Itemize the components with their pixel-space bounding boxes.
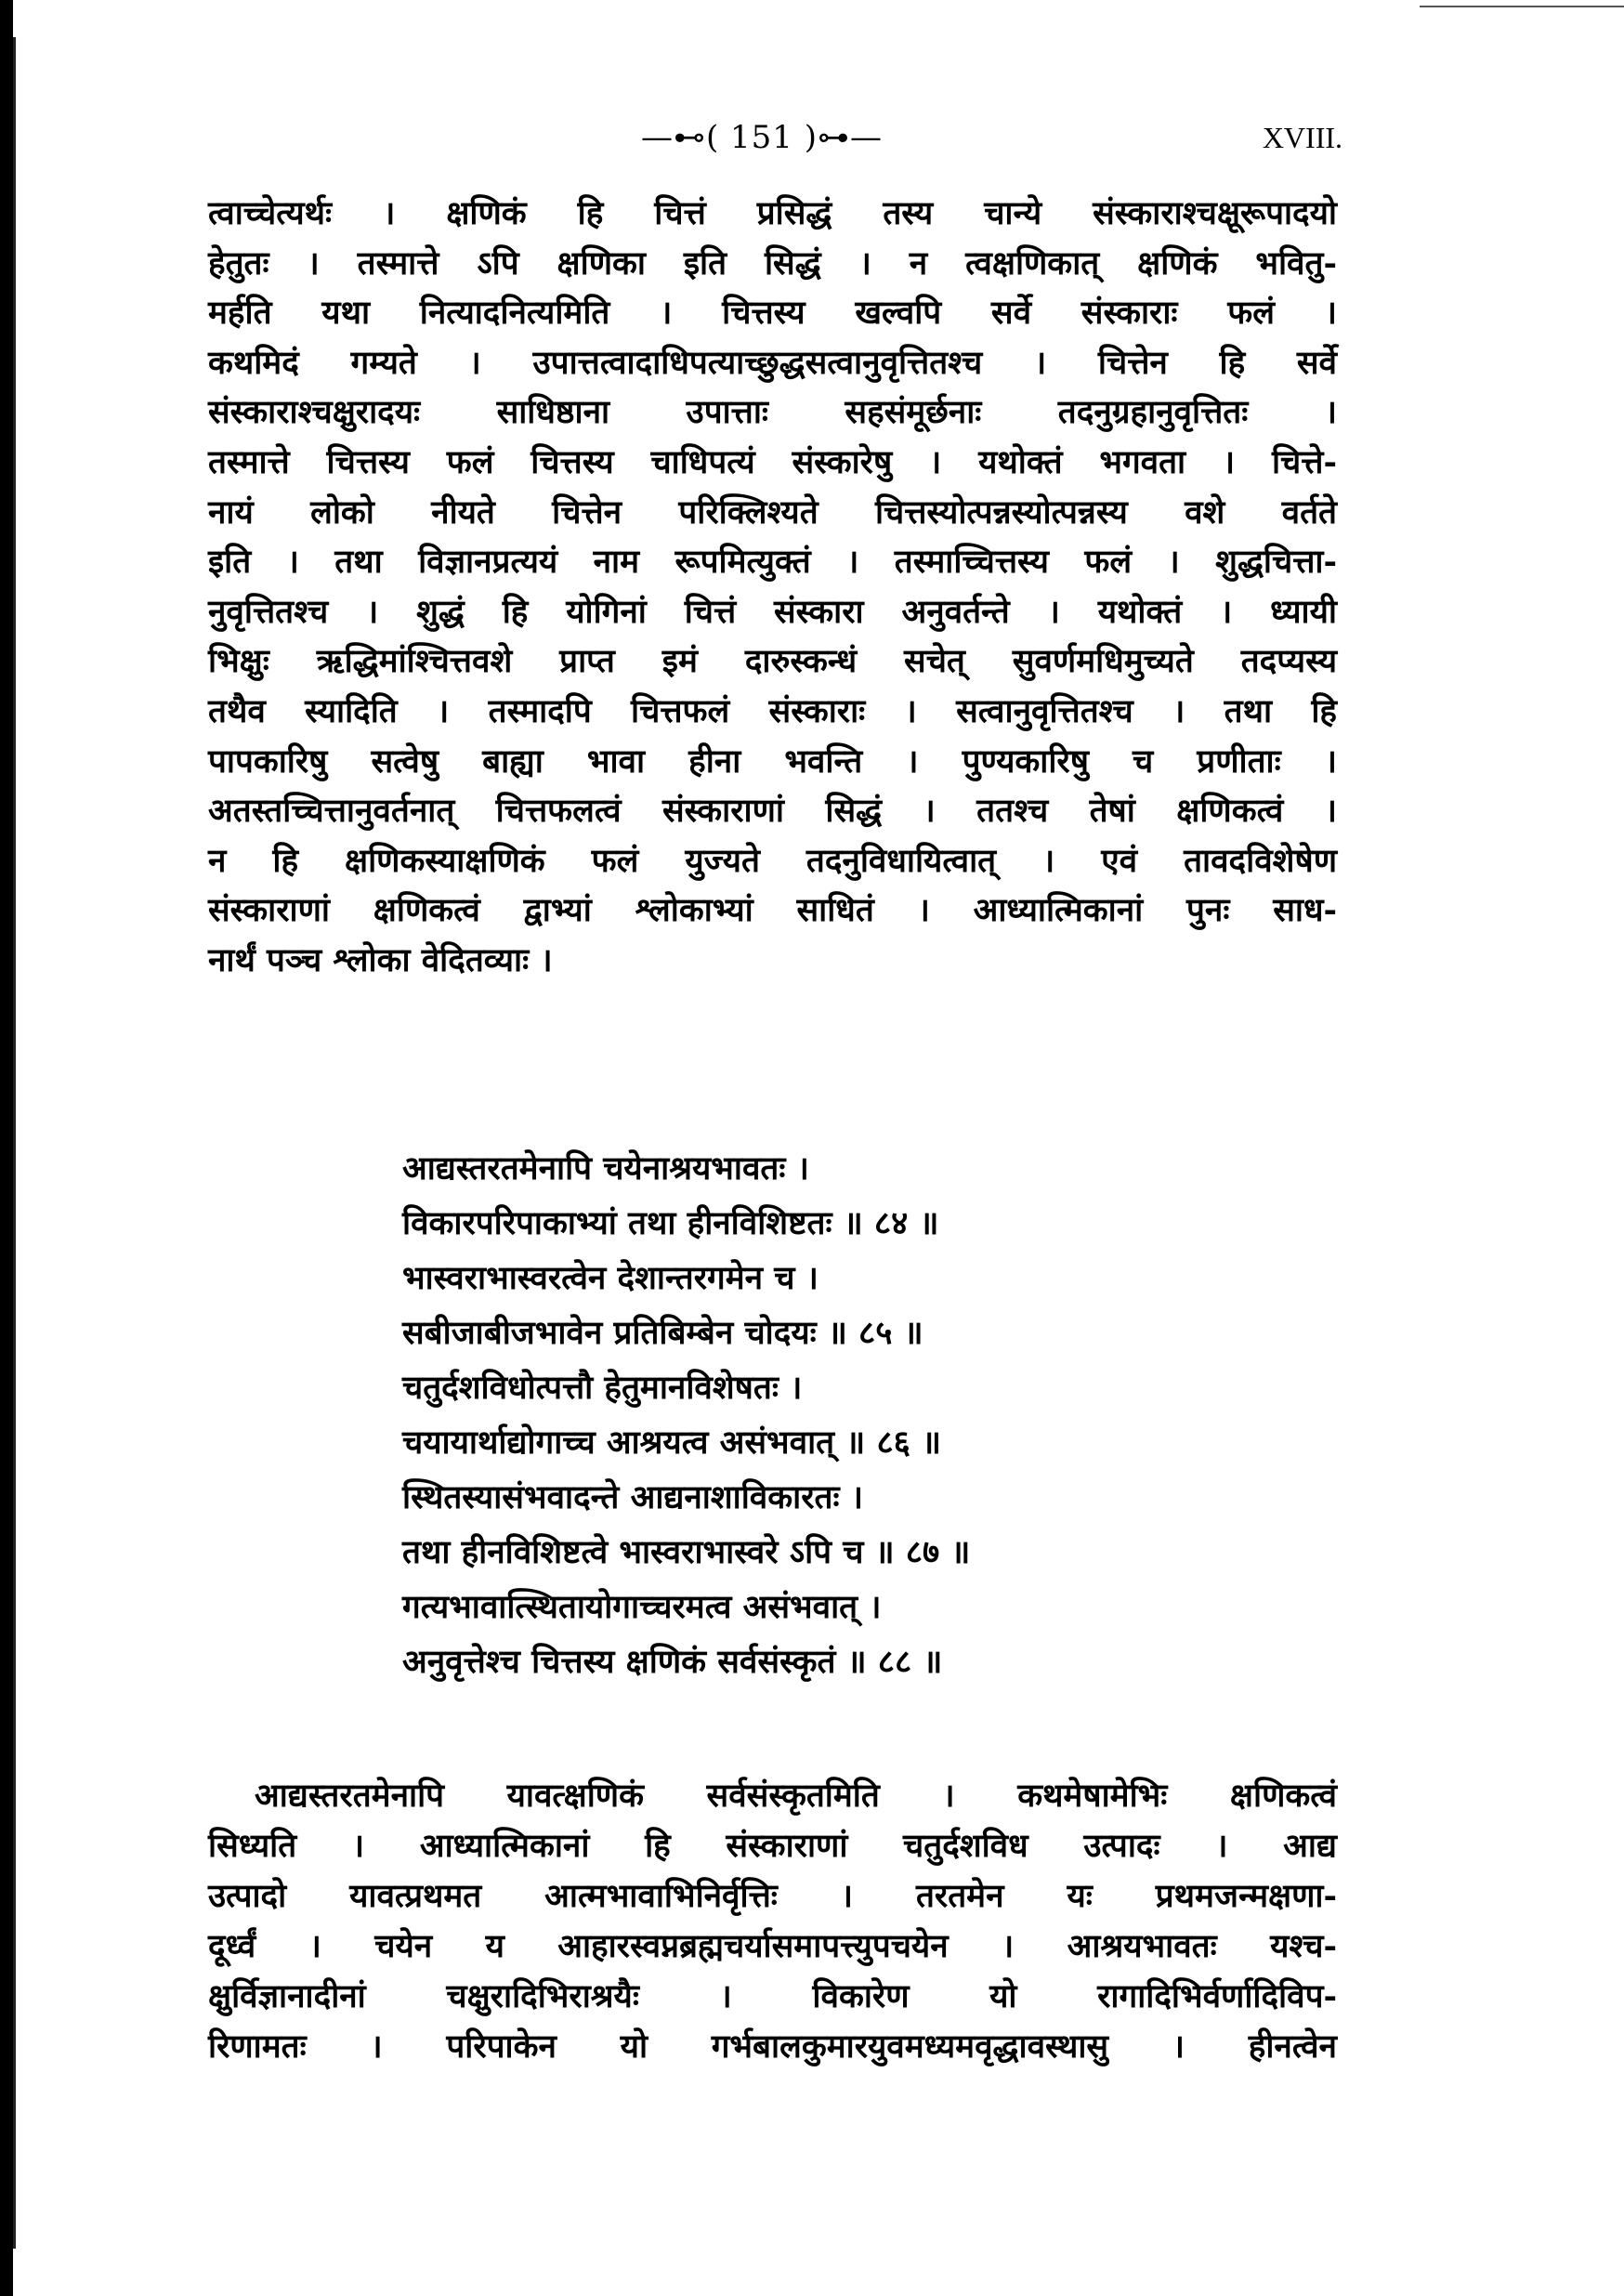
scan-border bbox=[0, 0, 13, 2296]
verse-line: सबीजाबीजभावेन प्रतिबिम्बेन चोदयः ॥ ८५ ॥ bbox=[402, 1314, 923, 1352]
text-line: सिध्यति । आध्यात्मिकानां हि संस्काराणां चतुर्दशविध उत्पादः । आद्य bbox=[208, 1827, 1337, 1865]
text-line: कथमिदं गम्यते । उपात्तत्वादाधिपत्याच्छुद्धसत्वानुवृत्तितश्च । चित्तेन हि सर्वे bbox=[208, 343, 1337, 382]
verse-line: तथा हीनविशिष्टत्वे भास्वराभास्वरे ऽपि च ॥ ८७ ॥ bbox=[402, 1533, 971, 1571]
text-line: क्षुर्विज्ञानादीनां चक्षुरादिभिराश्रयैः । विकारेण यो रागादिभिर्वर्णादिविप- bbox=[208, 1977, 1337, 2015]
section-number: XVIII. bbox=[1262, 121, 1342, 154]
text-line: तथैव स्यादिति । तस्मादपि चित्तफलं संस्काराः । सत्वानुवृत्तितश्च । तथा हि bbox=[208, 692, 1337, 730]
text-line: नुवृत्तितश्च । शुद्धं हि योगिनां चित्तं संस्कारा अनुवर्तन्ते । यथोक्तं । ध्यायी bbox=[208, 592, 1337, 631]
text-line: तस्मात्ते चित्तस्य फलं चित्तस्य चाधिपत्यं संस्कारेषु । यथोक्तं भगवता । चित्ते- bbox=[208, 443, 1337, 481]
verse-line: चयायार्थाद्योगाच्च आश्रयत्व असंभवात् ॥ ८६ ॥ bbox=[402, 1424, 942, 1462]
text-line: संस्काराश्चक्षुरादयः साधिष्ठाना उपात्ताः सहसंमूर्छनाः तदनुग्रहानुवृत्तितः । bbox=[208, 393, 1337, 432]
scan-top-line bbox=[1420, 6, 1624, 7]
verse-line: आद्यस्तरतमेनापि चयेनाश्रयभावतः । bbox=[402, 1149, 809, 1187]
verse-line: स्थितस्यासंभवादन्ते आद्यनाशाविकारतः । bbox=[402, 1478, 863, 1516]
text-line: हेतुतः । तस्मात्ते ऽपि क्षणिका इति सिद्धं । न त्वक्षणिकात् क्षणिकं भवितु- bbox=[208, 243, 1337, 282]
text-line: उत्पादो यावत्प्रथमत आत्मभावाभिनिर्वृत्तिः । तरतमेन यः प्रथमजन्मक्षणा- bbox=[208, 1877, 1337, 1915]
text-line: आद्यस्तरतमेनापि यावत्क्षणिकं सर्वसंस्कृतमिति । कथमेषामेभिः क्षणिकत्वं bbox=[255, 1777, 1337, 1815]
text-line: भिक्षुः ऋद्धिमांश्चित्तवशे प्राप्त इमं दारुस्कन्धं सचेत् सुवर्णमधिमुच्यते तदप्यस्य bbox=[208, 642, 1337, 681]
verse-line: विकारपरिपाकाभ्यां तथा हीनविशिष्टतः ॥ ८४ ॥ bbox=[402, 1204, 939, 1242]
text-line: पापकारिषु सत्वेषु बाह्या भावा हीना भवन्ति । पुण्यकारिषु च प्रणीताः । bbox=[208, 741, 1337, 781]
scan-border-inner bbox=[13, 37, 25, 2249]
page-number: —⊷( 151 )⊶— bbox=[640, 119, 884, 156]
text-line: संस्काराणां क्षणिकत्वं द्वाभ्यां श्लोकाभ्यां साधितं । आध्यात्मिकानां पुनः साध- bbox=[208, 891, 1337, 930]
verse-line: चतुर्दशविधोत्पत्तौ हेतुमानविशेषतः । bbox=[402, 1369, 803, 1407]
verse-line: गत्यभावात्स्थितायोगाच्चरमत्व असंभवात् । bbox=[402, 1588, 882, 1626]
text-line: नायं लोको नीयते चित्तेन परिक्लिश्यते चित्तस्योत्पन्नस्योत्पन्नस्य वशे वर्तते bbox=[208, 492, 1337, 531]
text-line: अतस्तच्चित्तानुवर्तनात् चित्तफलत्वं संस्काराणां सिद्धं । ततश्च तेषां क्षणिकत्वं । bbox=[208, 792, 1338, 831]
text-line: त्वाच्चेत्यर्थः । क्षणिकं हि चित्तं प्रसिद्धं तस्य चान्ये संस्काराश्चक्षूरूपादयो bbox=[208, 194, 1337, 232]
text-line: दूर्ध्वं । चयेन य आहारस्वप्नब्रह्मचर्यासमापत्त्युपचयेन । आश्रयभावतः यश्च- bbox=[208, 1927, 1337, 1965]
text-line: इति । तथा विज्ञानप्रत्ययं नाम रूपमित्युक्तं । तस्माच्चित्तस्य फलं । शुद्धचित्ता- bbox=[208, 543, 1337, 582]
text-line: मर्हति यथा नित्यादनित्यमिति । चित्तस्य खल्वपि सर्वे संस्काराः फलं । bbox=[208, 294, 1337, 333]
text-line: नार्थं पञ्च श्लोका वेदितव्याः । bbox=[208, 941, 553, 979]
verse-line: भास्वराभास्वरत्वेन देशान्तरगमेन च । bbox=[402, 1259, 819, 1297]
text-line: न हि क्षणिकस्याक्षणिकं फलं युज्यते तदनुविधायित्वात् । एवं तावदविशेषेण bbox=[208, 841, 1337, 880]
text-line: रिणामतः । परिपाकेन यो गर्भबालकुमारयुवमध्यमवृद्धावस्थासु । हीनत्वेन bbox=[208, 2027, 1337, 2066]
verse-line: अनुवृत्तेश्च चित्तस्य क्षणिकं सर्वसंस्कृतं ॥ ८८ ॥ bbox=[402, 1643, 943, 1681]
